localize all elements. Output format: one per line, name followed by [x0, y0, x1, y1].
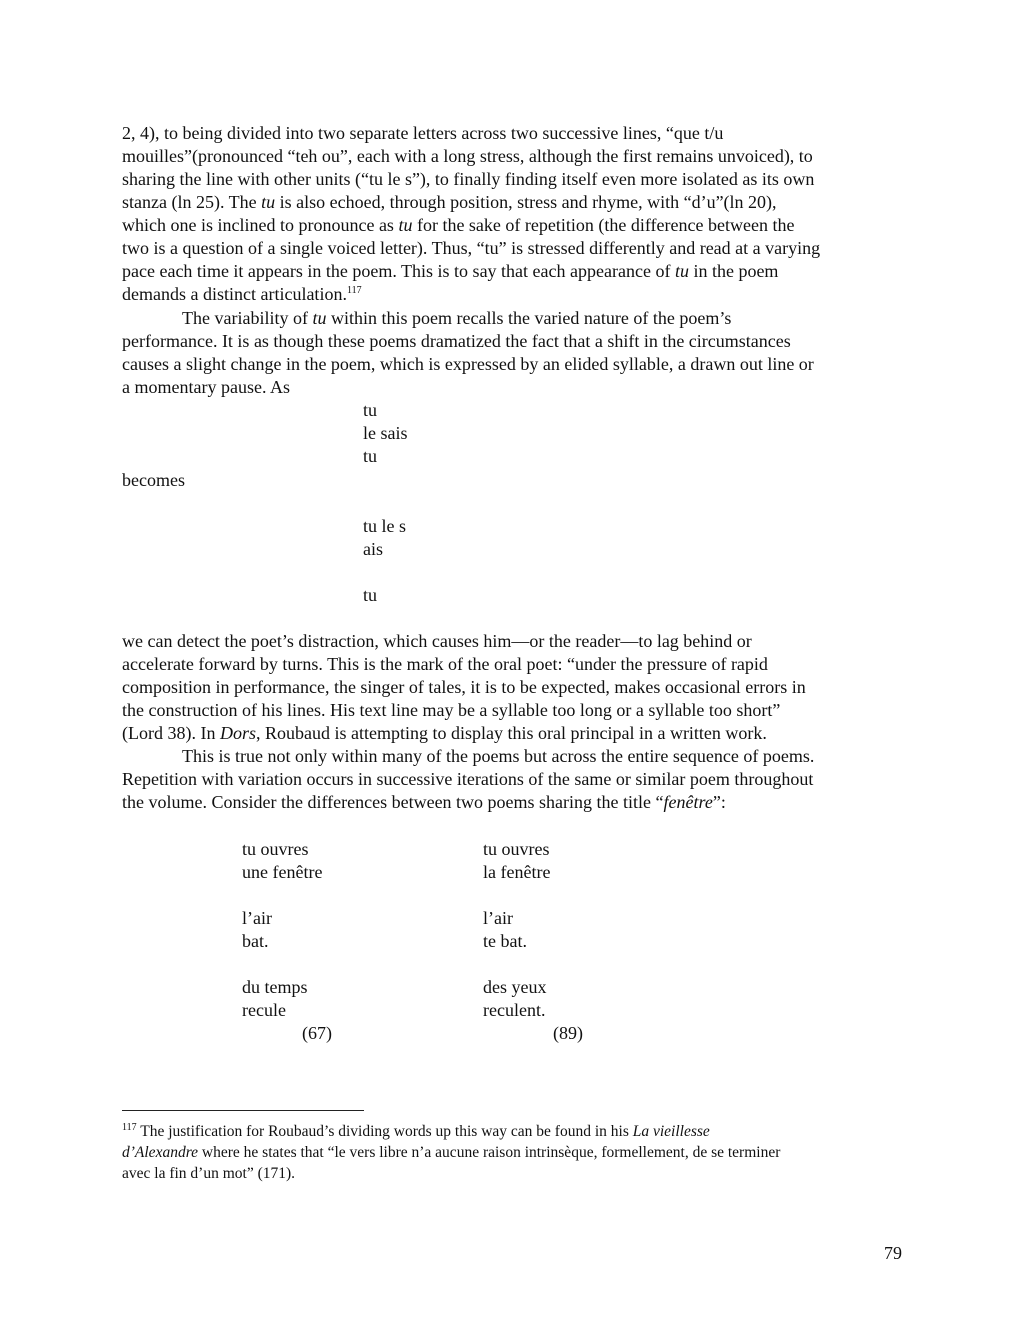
text-run: is also echoed, through position, stress and rhyme, with “d’u”(ln 20), [275, 192, 777, 212]
body-line: This is true not only within many of the poems but across the entire sequence of poems. [182, 746, 815, 766]
text-run: within this poem recalls the varied nature of the poem’s [326, 308, 732, 328]
italic-term: tu [261, 192, 276, 212]
footnote-line [122, 1143, 780, 1163]
body-line: Repetition with variation occurs in successive iterations of the same or similar poem throughout [122, 769, 814, 789]
body-line [182, 307, 731, 330]
body-line: 2, 4), to being divided into two separate letters across two successive lines, “que t/u [122, 123, 724, 143]
body-line: two is a question of a single voiced letter). Thus, “tu” is stressed differently and read at a varying [122, 238, 821, 258]
body-line: accelerate forward by turns. This is the mark of the oral poet: “under the pressure of rapid [122, 654, 768, 674]
poem-line: des yeux [483, 977, 547, 997]
italic-title: Dors [219, 723, 256, 743]
poem-line: l’air [242, 908, 272, 928]
italic-term: tu [398, 215, 413, 235]
text-run: stanza (ln 25). The [122, 192, 262, 212]
body-line [122, 283, 362, 306]
poem-line: la fenêtre [483, 862, 551, 882]
italic-term: tu [312, 308, 327, 328]
text-run: for the sake of repetition (the difference between the [412, 215, 795, 235]
verse-line: le sais [363, 423, 408, 443]
body-line: performance. It is as though these poems dramatized the fact that a shift in the circumstances [122, 331, 791, 351]
body-line: becomes [122, 470, 185, 490]
poem-line: du temps [242, 977, 308, 997]
italic-title: La vieillesse [632, 1123, 710, 1140]
text-run: ”: [712, 792, 726, 812]
poem-line: l’air [483, 908, 513, 928]
body-line: the construction of his lines. His text line may be a syllable too long or a syllable too short” [122, 700, 781, 720]
page-number: 79 [884, 1243, 902, 1263]
text-run: (Lord 38). In [122, 723, 220, 743]
poem-line: bat. [242, 931, 269, 951]
poem-line: tu ouvres [242, 839, 309, 859]
poem-line: recule [242, 1000, 286, 1020]
italic-title: fenêtre [663, 792, 713, 812]
text-run: which one is inclined to pronounce as [122, 215, 399, 235]
body-line: causes a slight change in the poem, which is expressed by an elided syllable, a drawn out line or [122, 354, 814, 374]
footnote-divider [122, 1110, 364, 1111]
body-line [122, 722, 767, 745]
body-line: a momentary pause. As [122, 377, 290, 397]
verse-line: ais [363, 539, 383, 559]
poem-page-citation: (89) [553, 1023, 583, 1043]
poem-line: te bat. [483, 931, 527, 951]
poem-line: une fenêtre [242, 862, 323, 882]
body-line [122, 191, 777, 214]
text-run: The justification for Roubaud’s dividing words up this way can be found in his [136, 1123, 633, 1140]
text-run: pace each time it appears in the poem. This is to say that each appearance of [122, 261, 675, 281]
text-run: The variability of [182, 308, 313, 328]
text-run: in the poem [688, 261, 779, 281]
poem-line: tu ouvres [483, 839, 550, 859]
italic-term: tu [674, 261, 689, 281]
italic-title: d’Alexandre [122, 1144, 199, 1161]
verse-line: tu [363, 585, 378, 605]
poem-line: reculent. [483, 1000, 546, 1020]
body-line: we can detect the poet’s distraction, which causes him—or the reader—to lag behind or [122, 631, 752, 651]
footnote-number: 117 [122, 1121, 137, 1133]
body-line [122, 791, 726, 814]
text-run: , Roubaud is attempting to display this oral principal in a written work. [256, 723, 767, 743]
verse-line: tu [363, 446, 378, 466]
body-line: mouilles”(pronounced “teh ou”, each with a long stress, although the first remains unvoiced), to [122, 146, 813, 166]
text-run: demands a distinct articulation. [122, 284, 347, 304]
text-run: the volume. Consider the differences between two poems sharing the title “ [122, 792, 664, 812]
body-line [122, 214, 794, 237]
footnote-line [122, 1122, 710, 1142]
text-run: where he states that “le vers libre n’a aucune raison intrinsèque, formellement, de se terminer [198, 1144, 781, 1161]
poem-page-citation: (67) [302, 1023, 332, 1043]
body-line: composition in performance, the singer of tales, it is to be expected, makes occasional errors in [122, 677, 806, 697]
body-line [122, 260, 778, 283]
verse-line: tu [363, 400, 378, 420]
footnote-reference[interactable]: 117 [346, 285, 362, 296]
body-line: sharing the line with other units (“tu le s”), to finally finding itself even more isolated as its own [122, 169, 815, 189]
footnote-line: avec la fin d’un mot” (171). [122, 1165, 296, 1182]
verse-line: tu le s [363, 516, 406, 536]
